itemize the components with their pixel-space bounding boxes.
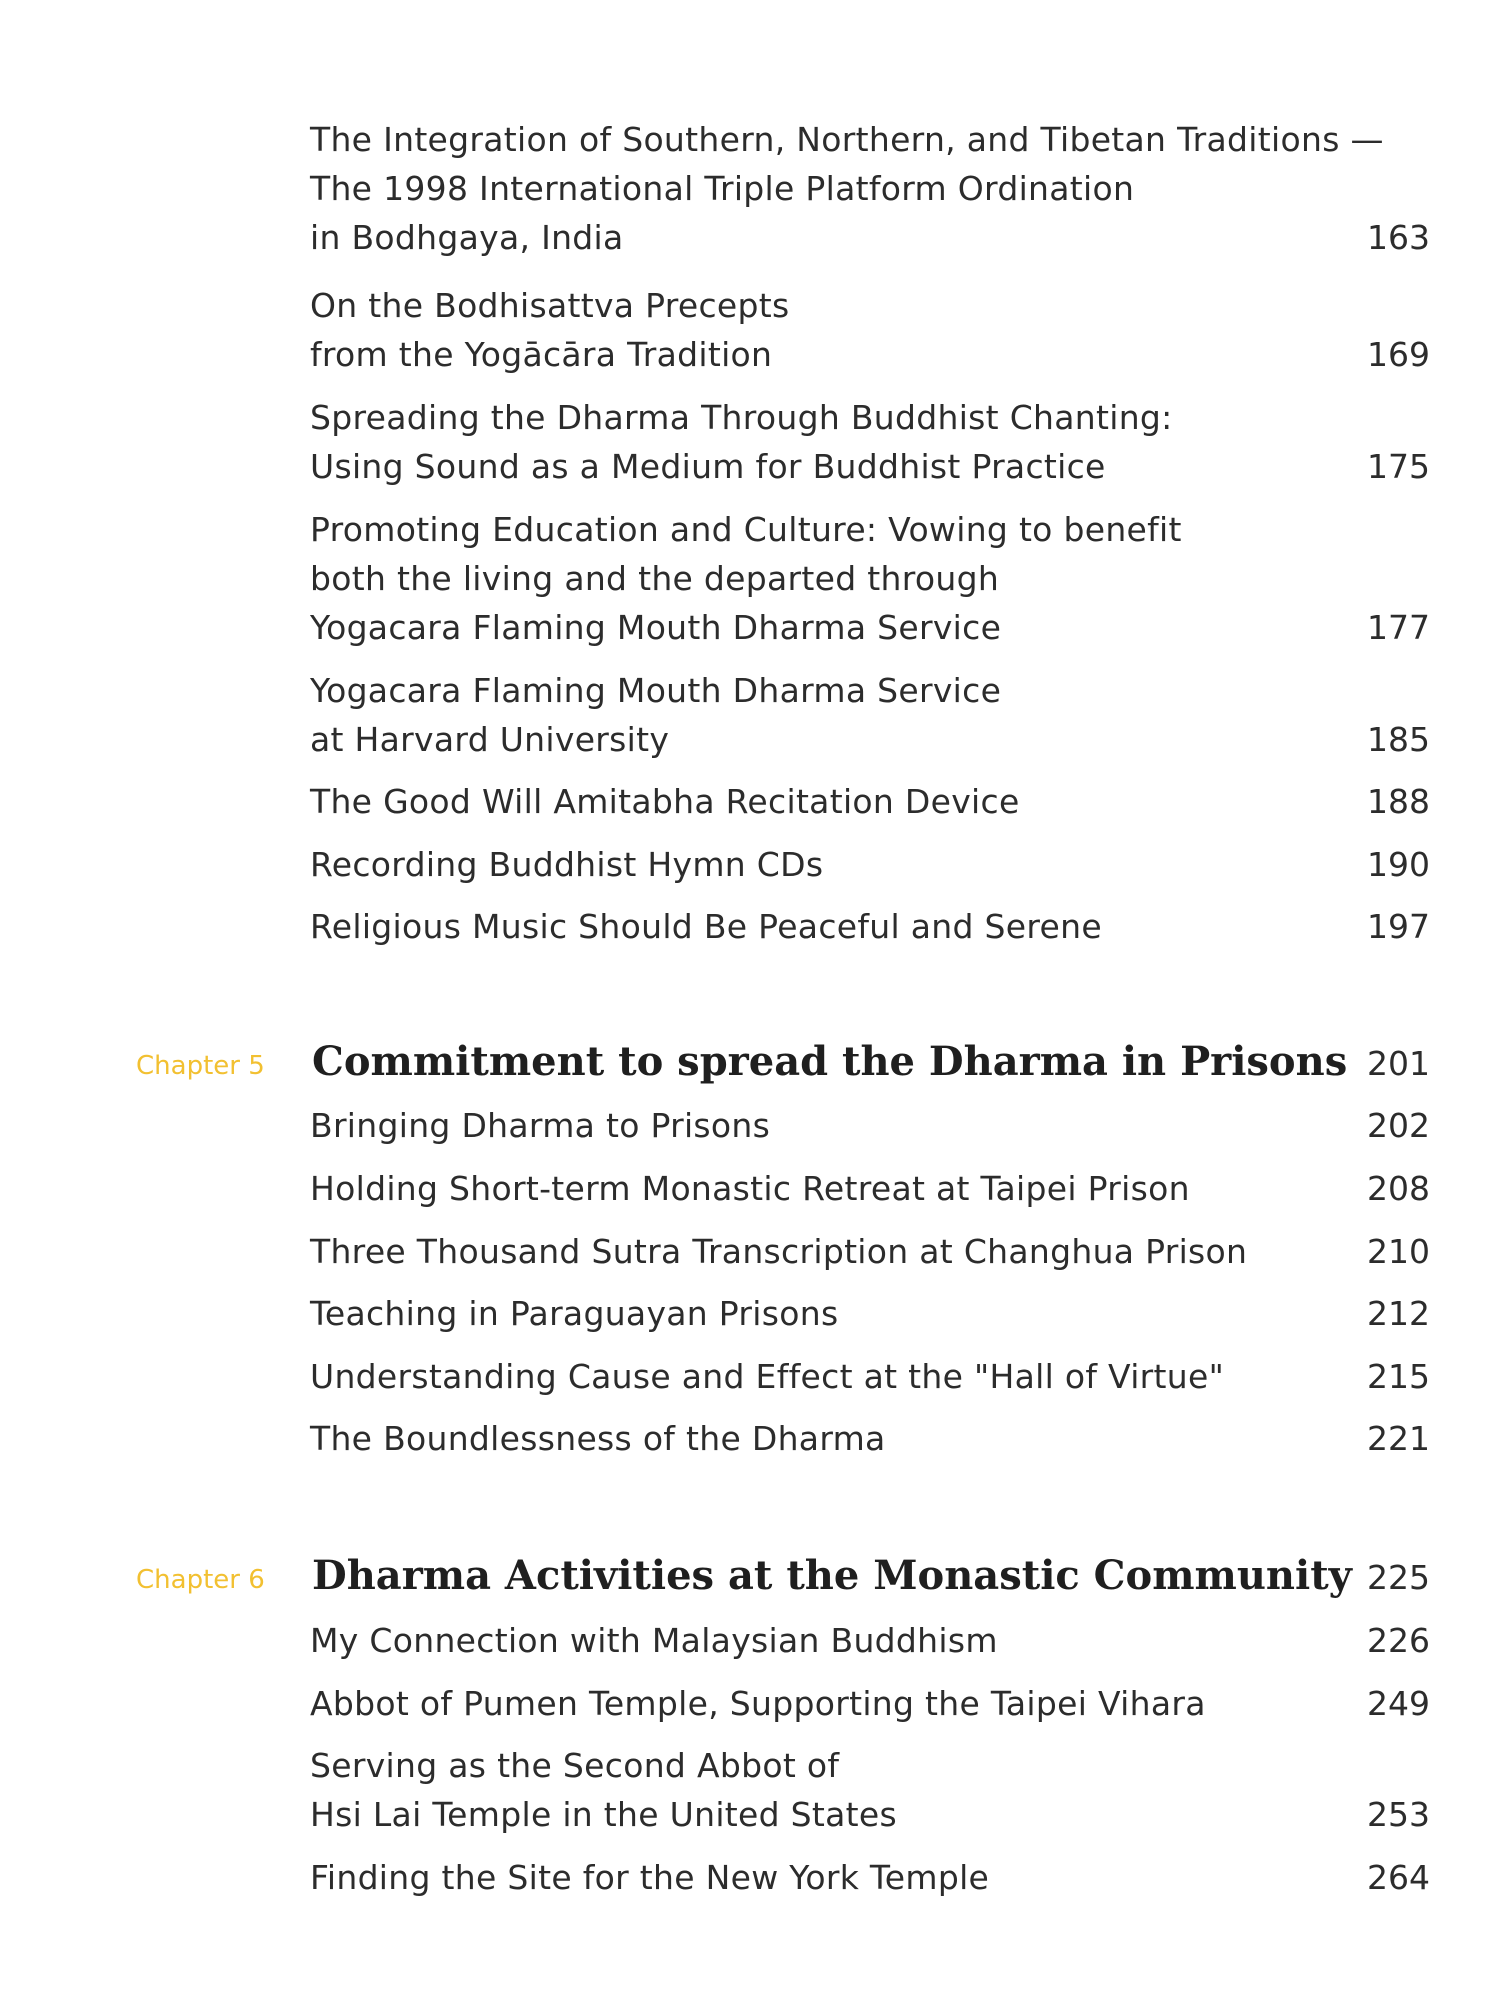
toc-entry[interactable] — [310, 902, 1430, 951]
chapter-title: Dharma Activities at the Monastic Community — [312, 1552, 1352, 1599]
entry-title: The Integration of Southern, Northern, and Tibetan Traditions — The 1998 International Triple Platform Ordination in Bodhgaya, India — [310, 120, 1384, 257]
entry-title: Abbot of Pumen Temple, Supporting the Taipei Vihara — [310, 1684, 1206, 1723]
entry-title: Promoting Education and Culture: Vowing to benefit both the living and the departed through Yogacara Flaming Mouth Dharma Service — [310, 510, 1182, 647]
toc-entry[interactable] — [310, 1679, 1430, 1728]
entry-page-number: 175 — [1367, 447, 1430, 486]
entry-page-number: 177 — [1367, 608, 1430, 647]
entry-page-number: 249 — [1367, 1684, 1430, 1723]
entry-page-number: 208 — [1367, 1169, 1430, 1208]
toc-entry[interactable] — [310, 115, 1430, 262]
chapter-label: Chapter 6 — [136, 1565, 265, 1595]
toc-entry[interactable] — [310, 1227, 1430, 1276]
entry-title: The Boundlessness of the Dharma — [310, 1419, 886, 1458]
entry-page-number: 202 — [1367, 1106, 1430, 1145]
entry-page-number: 188 — [1367, 782, 1430, 821]
entry-page-number: 190 — [1367, 845, 1430, 884]
entry-title: Recording Buddhist Hymn CDs — [310, 845, 824, 884]
entry-title: Spreading the Dharma Through Buddhist Chanting: Using Sound as a Medium for Buddhist Practice — [310, 398, 1173, 486]
entry-title: Yogacara Flaming Mouth Dharma Service at Harvard University — [310, 671, 1002, 759]
entry-title: On the Bodhisattva Precepts from the Yogācāra Tradition — [310, 286, 790, 374]
chapter-page-number: 225 — [1367, 1558, 1430, 1597]
entry-title: Bringing Dharma to Prisons — [310, 1106, 771, 1145]
entry-page-number: 197 — [1367, 907, 1430, 946]
entry-page-number: 253 — [1367, 1795, 1430, 1834]
toc-entry[interactable] — [310, 1352, 1430, 1401]
toc-entry[interactable] — [310, 666, 1430, 764]
entry-title: Teaching in Paraguayan Prisons — [310, 1294, 839, 1333]
entry-page-number: 185 — [1367, 720, 1430, 759]
toc-entry[interactable] — [310, 1289, 1430, 1338]
entry-page-number: 212 — [1367, 1294, 1430, 1333]
entry-title: Three Thousand Sutra Transcription at Changhua Prison — [310, 1232, 1248, 1271]
entry-title: My Connection with Malaysian Buddhism — [310, 1621, 998, 1660]
chapter-6-heading[interactable] — [0, 1544, 1430, 1604]
toc-entry[interactable] — [310, 1101, 1430, 1150]
toc-entry[interactable] — [310, 1414, 1430, 1463]
toc-entry[interactable] — [310, 1164, 1430, 1213]
entry-page-number: 215 — [1367, 1357, 1430, 1396]
chapter-5-heading[interactable] — [0, 1030, 1430, 1090]
entry-title: The Good Will Amitabha Recitation Device — [310, 782, 1020, 821]
entry-page-number: 226 — [1367, 1621, 1430, 1660]
chapter-title: Commitment to spread the Dharma in Prisons — [312, 1038, 1348, 1085]
toc-entry[interactable] — [310, 1616, 1430, 1665]
toc-entry[interactable] — [310, 281, 1430, 379]
entry-title: Understanding Cause and Effect at the "Hall of Virtue" — [310, 1357, 1225, 1396]
chapter-label: Chapter 5 — [136, 1051, 265, 1081]
toc-entry[interactable] — [310, 777, 1430, 826]
entry-title: Religious Music Should Be Peaceful and Serene — [310, 907, 1102, 946]
entry-page-number: 169 — [1367, 335, 1430, 374]
entry-title: Serving as the Second Abbot of Hsi Lai Temple in the United States — [310, 1746, 898, 1834]
chapter-page-number: 201 — [1367, 1044, 1430, 1083]
toc-entry[interactable] — [310, 840, 1430, 889]
entry-title: Finding the Site for the New York Temple — [310, 1858, 990, 1897]
toc-entry[interactable] — [310, 1853, 1430, 1902]
toc-entry[interactable] — [310, 1741, 1430, 1839]
toc-entry[interactable] — [310, 393, 1430, 491]
entry-page-number: 163 — [1367, 218, 1430, 257]
toc-entry[interactable] — [310, 505, 1430, 652]
entry-page-number: 264 — [1367, 1858, 1430, 1897]
entry-page-number: 210 — [1367, 1232, 1430, 1271]
entry-page-number: 221 — [1367, 1419, 1430, 1458]
entry-title: Holding Short-term Monastic Retreat at Taipei Prison — [310, 1169, 1190, 1208]
